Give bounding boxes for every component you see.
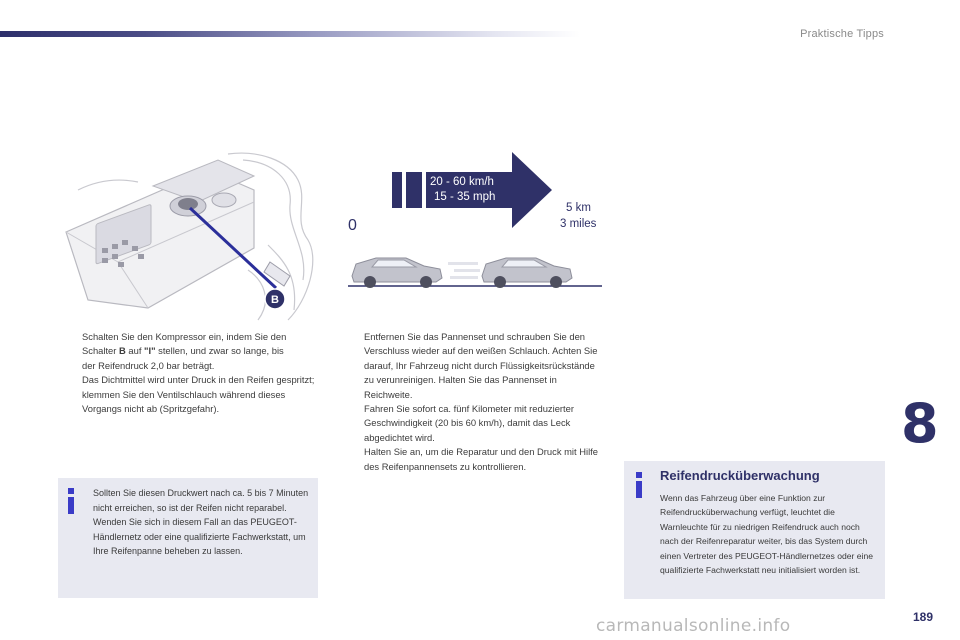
info-text: Sollten Sie diesen Druckwert nach ca. 5 bis 7 Minuten nicht erreichen, so ist der Reifen nicht reparabel. Wenden Sie sich in diesem Fall an das PEUGEOT-Händlernetz oder eine qualifizierte Fachwerkstatt, um Ihre Reifenpanne beheben zu lassen.: [93, 488, 309, 557]
left-instructions: [58, 330, 320, 416]
instruction-text: Halten Sie an, um die Reparatur und den Druck mit Hilfe des Reifenpannensets zu kontrollieren.: [364, 446, 598, 472]
instruction-text: Fahren Sie sofort ca. fünf Kilometer mit reduzierter Geschwindigkeit (20 bis 60 km/h), damit das Leck abgedichtet wird.: [364, 403, 574, 443]
drive-speed-illustration: [330, 150, 606, 290]
start-marker: 0: [348, 217, 357, 234]
list-item: [58, 330, 320, 416]
info-text: Wenn das Fahrzeug über eine Funktion zur Reifendrucküberwachung verfügt, leuchtet die Warnleuchte für zu niedrigen Reifendruck auch noch nach der Reifenreparatur weiter, bis das System durch einen Vertreter des PEUGEOT-Händlernetzes oder eine qualifizierte Fachwerkstatt neu initialisiert worden ist.: [660, 493, 874, 576]
section-title: Praktische Tipps: [800, 28, 884, 40]
list-item: [340, 330, 602, 402]
instruction-line: Schalten Sie den Kompressor ein, indem Sie den: [82, 331, 287, 342]
callout-b-badge: [264, 288, 286, 310]
speed-kmh-label: 20 - 60 km/h: [430, 176, 494, 188]
instruction-line: Schalter B auf "I" stellen, und zwar so lange, bis: [82, 345, 284, 357]
watermark: carmanualsonline.info: [596, 616, 791, 636]
instruction-line: der Reifendruck 2,0 bar beträgt.: [82, 359, 215, 371]
header-gradient-bar: [0, 31, 580, 37]
distance-miles: 3 miles: [560, 218, 597, 230]
car-moving-icon: [482, 258, 572, 288]
speed-mph-label: 15 - 35 mph: [434, 191, 496, 203]
instruction-paragraph: Das Dichtmittel wird unter Druck in den Reifen gespritzt; klemmen Sie den Ventilschlauch während dieses Vorgangs nicht ab (Spritzgefahr).: [82, 374, 315, 415]
switch-position: "I": [144, 345, 156, 357]
chapter-number: 8: [901, 392, 939, 455]
right-instructions: [340, 330, 602, 474]
switch-label: B: [119, 345, 126, 357]
info-box-pressure: [58, 478, 318, 598]
list-item: [340, 445, 602, 474]
callout-b-label: B: [271, 294, 279, 306]
distance-km: 5 km: [566, 202, 591, 214]
page-number: 189: [913, 610, 934, 624]
list-item: [340, 402, 602, 445]
info-box-tpms: [624, 461, 885, 599]
info-box-title: Reifendrucküberwachung: [660, 468, 820, 483]
instruction-text: Entfernen Sie das Pannenset und schrauben Sie den Verschluss wieder auf den weißen Schlauch. Achten Sie darauf, Ihr Fahrzeug nicht durch Flüssigkeitsrückstände zu verunreinigen. Halten Sie das Pannenset in Reichweite.: [364, 331, 598, 400]
car-start-icon: [352, 258, 442, 288]
